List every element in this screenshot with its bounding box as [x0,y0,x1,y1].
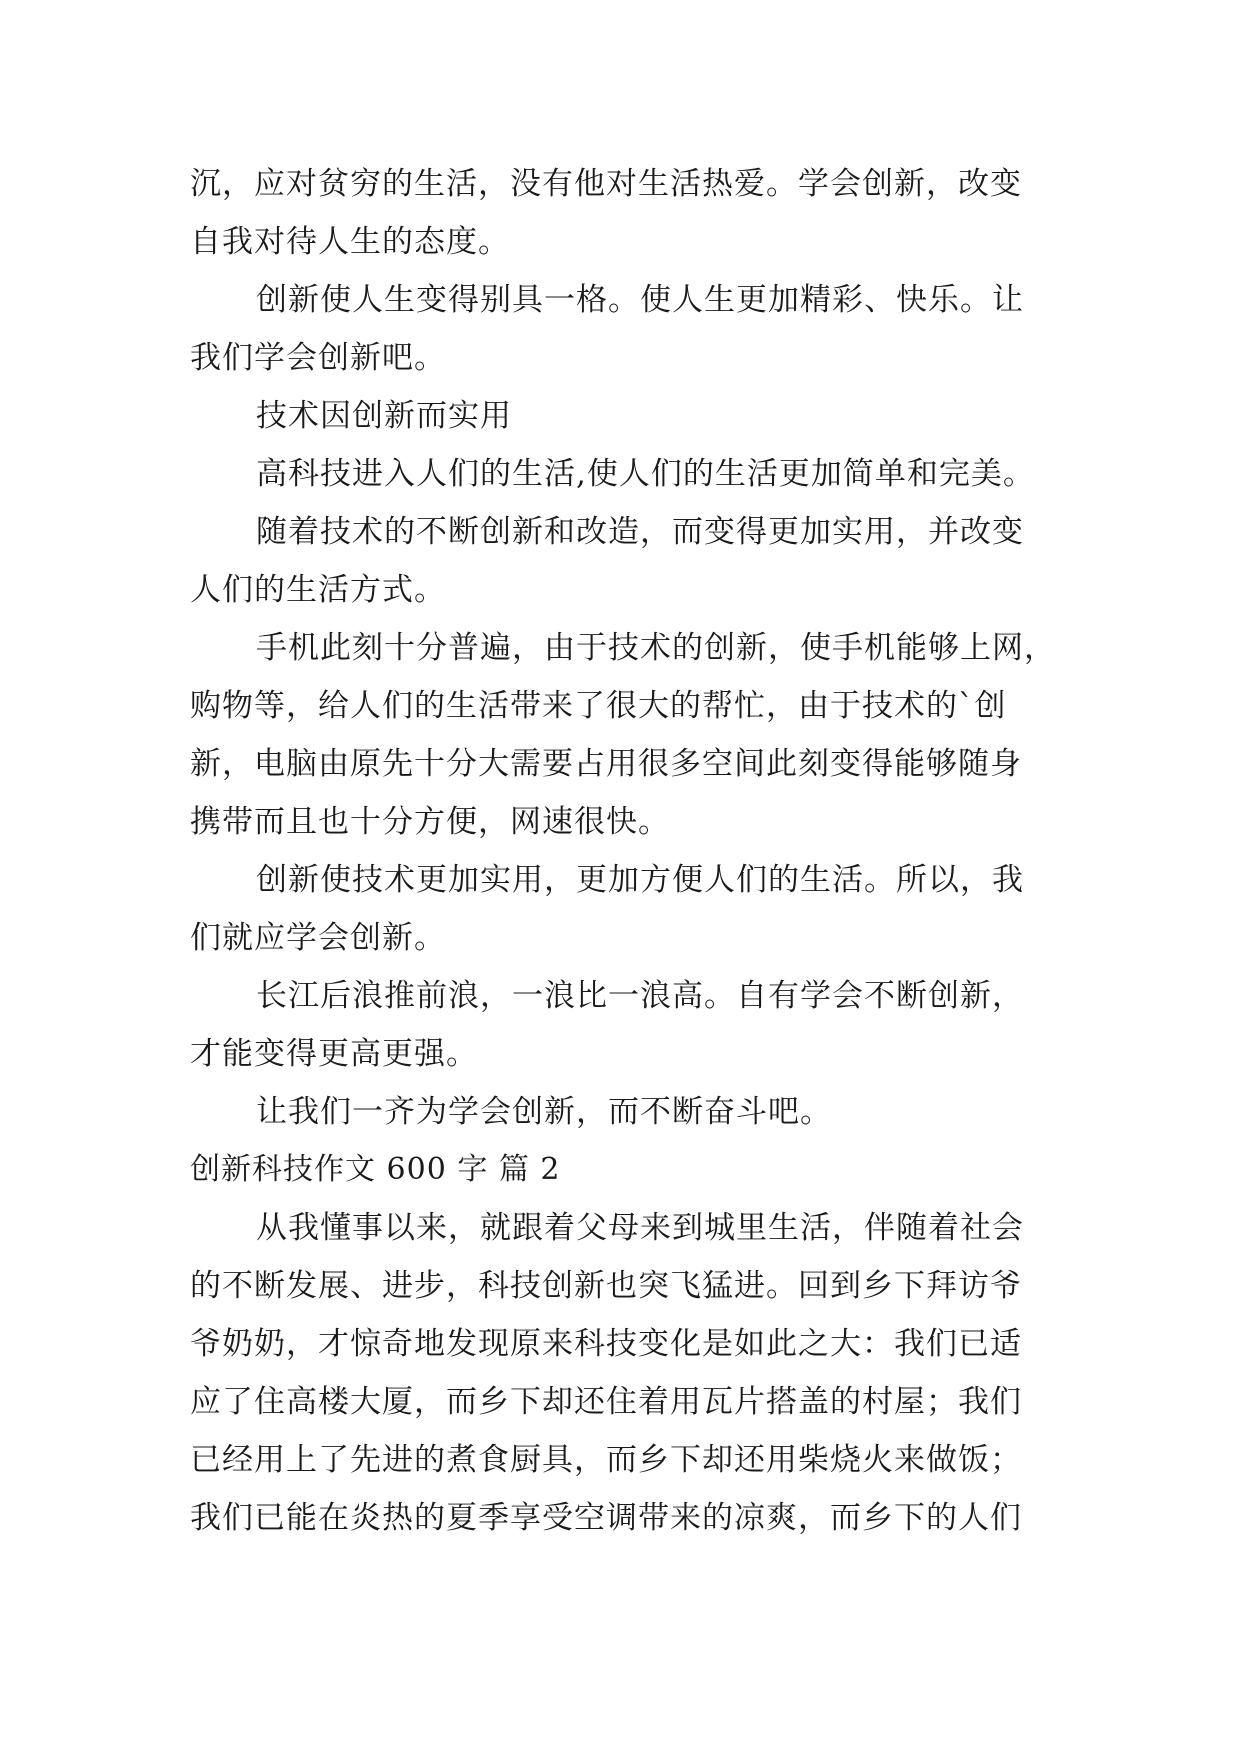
text-line: 购物等，给人们的生活带来了很大的帮忙，由于技术的`创 [190,688,1007,724]
text-line: 应了住高楼大厦，而乡下却还住着用瓦片搭盖的村屋；我们 [190,1384,1022,1420]
text-line: 高科技进入人们的生活,使人们的生活更加简单和完美。 [256,456,1035,492]
text-line: 自我对待人生的态度。 [190,224,510,260]
article-title: 创新科技作文 600 字 篇 2 [190,1152,561,1187]
text-line: 创新使人生变得别具一格。使人生更加精彩、快乐。让 [256,282,1024,318]
text-line: 创新使技术更加实用，更加方便人们的生活。所以，我 [256,862,1024,898]
text-line: 人们的生活方式。 [190,572,446,608]
text-line: 携带而且也十分方便，网速很快。 [190,804,670,840]
text-line: 从我懂事以来，就跟着父母来到城里生活，伴随着社会 [256,1210,1024,1246]
text-line: 沉，应对贫穷的生活，没有他对生活热爱。学会创新，改变 [190,166,1022,202]
text-line: 才能变得更高更强。 [190,1036,478,1072]
text-line: 的不断发展、进步，科技创新也突飞猛进。回到乡下拜访爷 [190,1268,1022,1304]
text-line: 手机此刻十分普遍，由于技术的创新，使手机能够上网， [256,630,1056,666]
text-line: 我们已能在炎热的夏季享受空调带来的凉爽，而乡下的人们 [190,1500,1022,1536]
section-heading: 技术因创新而实用 [256,398,512,434]
text-line: 爷奶奶，才惊奇地发现原来科技变化是如此之大：我们已适 [190,1326,1022,1362]
text-line: 们就应学会创新。 [190,920,446,956]
text-line: 让我们一齐为学会创新，而不断奋斗吧。 [256,1094,832,1130]
text-line: 新，电脑由原先十分大需要占用很多空间此刻变得能够随身 [190,746,1022,782]
text-line: 已经用上了先进的煮食厨具，而乡下却还用柴烧火来做饭； [190,1442,1022,1478]
text-line: 长江后浪推前浪，一浪比一浪高。自有学会不断创新， [256,978,1024,1014]
text-line: 我们学会创新吧。 [190,340,446,376]
text-line: 随着技术的不断创新和改造，而变得更加实用，并改变 [256,514,1024,550]
